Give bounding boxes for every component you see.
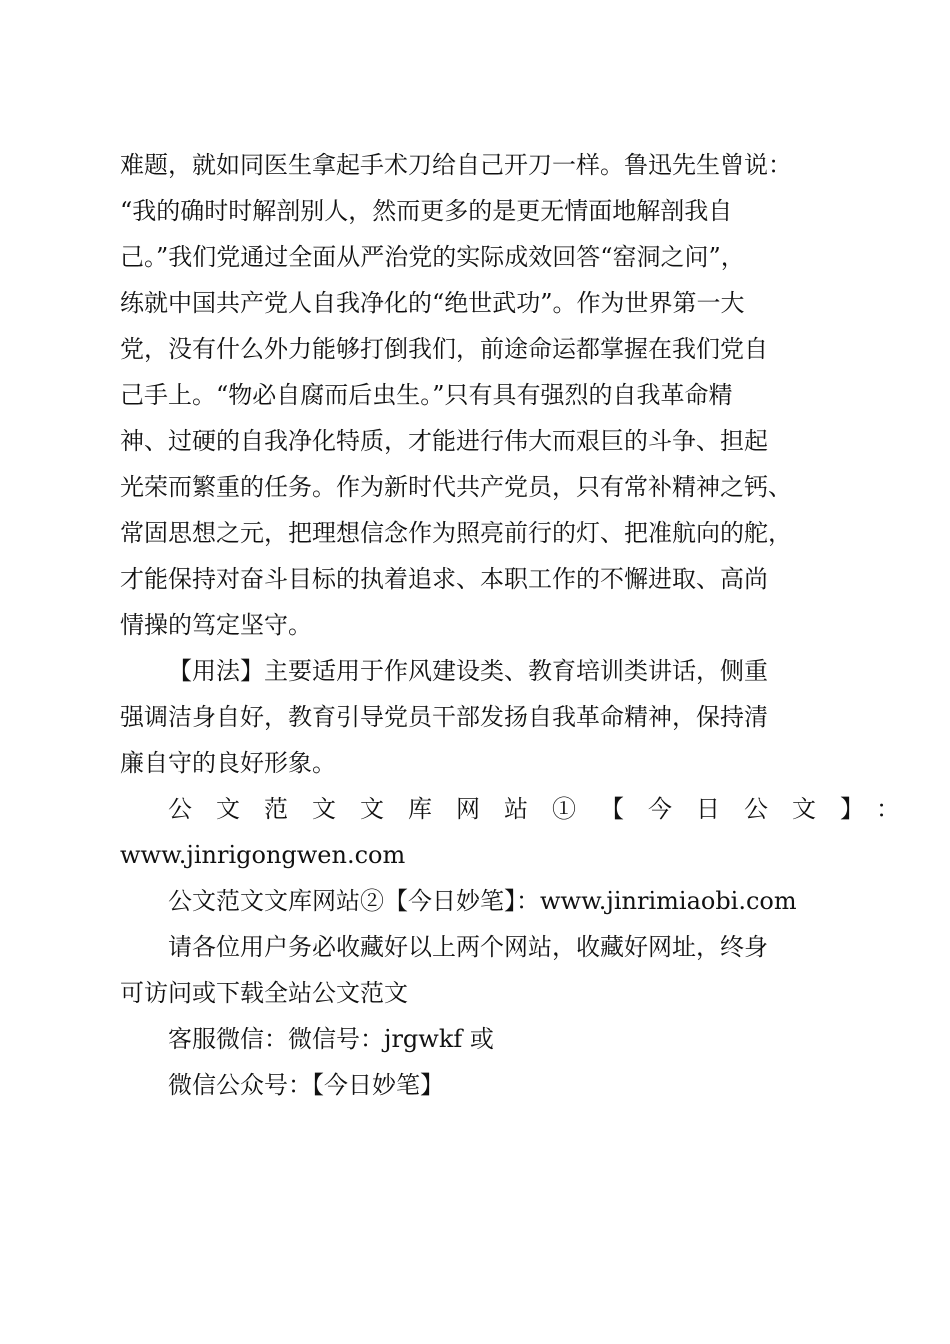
public-account-line: 微信公众号：【今日妙笔】 (168, 1071, 444, 1099)
paragraph-main (120, 142, 832, 648)
document-body (120, 142, 924, 1108)
text-line: 才能保持对奋斗目标的执着追求、本职工作的不懈进取、高尚 (120, 565, 768, 593)
text-line: 神、过硬的自我净化特质，才能进行伟大而艰巨的斗争、担起 (120, 427, 768, 455)
site-one-label: 公文范文文库网站①【今日公文】： (168, 795, 924, 823)
text-line: 己手上。“物必自腐而后虫生。”只有具有强烈的自我革命精 (120, 381, 733, 409)
site-one-block (120, 786, 924, 878)
text-line: 强调洁身自好，教育引导党员干部发扬自我革命精神，保持清 (120, 703, 768, 731)
text-line: 【用法】主要适用于作风建设类、教育培训类讲话，侧重 (168, 657, 768, 685)
paragraph-usage (120, 648, 832, 786)
text-line: 廉自守的良好形象。 (120, 749, 336, 777)
text-line: 练就中国共产党人自我净化的“绝世武功”。作为世界第一大 (120, 289, 745, 317)
customer-service-line: 客服微信：微信号：jrgwkf 或 (168, 1025, 494, 1053)
text-line: 情操的笃定坚守。 (120, 611, 312, 639)
text-line: 可访问或下载全站公文范文 (120, 979, 408, 1007)
site-two-line[interactable]: 公文范文文库网站②【今日妙笔】：www.jinrimiaobi.com (168, 887, 797, 915)
text-line: 光荣而繁重的任务。作为新时代共产党员，只有常补精神之钙、 (120, 473, 792, 501)
text-line: “我的确时时解剖别人，然而更多的是更无情面地解剖我自 (120, 197, 733, 225)
site-one-url[interactable]: www.jinrigongwen.com (120, 841, 406, 869)
text-line: 请各位用户务必收藏好以上两个网站，收藏好网址，终身 (168, 933, 768, 961)
text-line: 己。”我们党通过全面从严治党的实际成效回答“窑洞之问”， (120, 243, 745, 271)
notice-block (120, 924, 832, 1016)
text-line: 难题，就如同医生拿起手术刀给自己开刀一样。鲁迅先生曾说： (120, 151, 792, 179)
text-line: 党，没有什么外力能够打倒我们，前途命运都掌握在我们党自 (120, 335, 768, 363)
text-line: 常固思想之元，把理想信念作为照亮前行的灯、把准航向的舵， (120, 519, 792, 547)
